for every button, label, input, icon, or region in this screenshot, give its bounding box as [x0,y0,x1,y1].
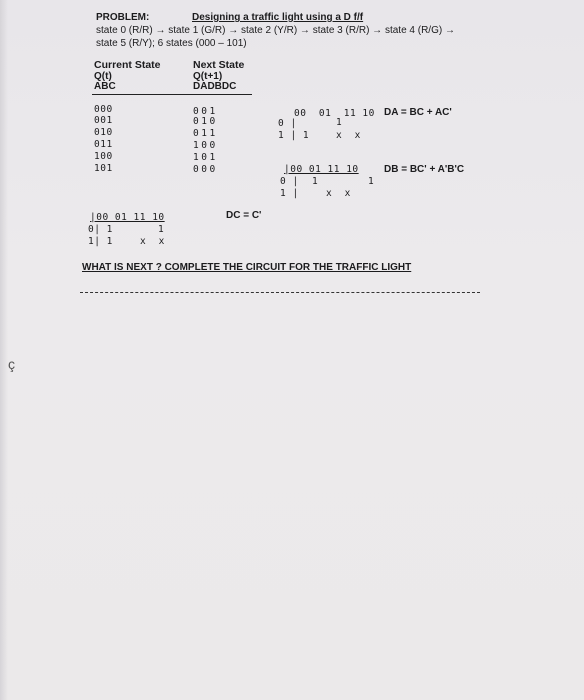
table-header-rule [92,94,252,95]
problem-title: Designing a traffic light using a D f/f [192,12,364,23]
current-abc-header: ABC [94,81,116,92]
kmap-c-row-0: 0| 1 [88,224,113,235]
next-step-question: WHAT IS NEXT ? COMPLETE THE CIRCUIT FOR THE TRAFFIC LIGHT [82,262,412,273]
next-state-row: 101 [193,152,218,163]
next-state-row: 000 [193,164,218,175]
equation-db: DB = BC' + A'B'C [384,164,465,175]
next-state-row: 001 [193,106,218,117]
kmap-b-columns: |00 01 11 10 [284,164,359,175]
next-state-row: 011 [193,128,218,139]
kmap-a-row-1: 1 | 1 [278,130,310,141]
current-state-row: 100 [94,151,113,162]
kmap-a-row-0-values: 1 [336,117,343,128]
equation-dc: DC = C' [226,210,262,221]
kmap-c-row-0-values: 1 [158,224,165,235]
page-edge-shadow [0,0,8,700]
kmap-b-row-1: 1 | [280,188,299,199]
current-state-header: Current State [94,59,161,71]
current-q-header: Q(t) [94,71,112,82]
next-state-row: 100 [193,140,218,151]
equation-da: DA = BC + AC' [384,107,452,118]
kmap-a-row-0: 0 | [278,118,297,129]
kmap-b-row-1-values: x x [326,188,351,199]
current-state-row: 000 [94,104,113,115]
next-q-header: Q(t+1) [193,71,223,82]
current-state-row: 001 [94,115,113,126]
problem-label: PROBLEM: [96,12,150,23]
problem-line-1: state 0 (R/R) → state 1 (G/R) → state 2 (Y/R) → state 3 (R/R) → state 4 (R/G) → [96,25,455,36]
kmap-c-row-1: 1| 1 [88,236,113,247]
current-state-row: 011 [94,139,113,150]
kmap-c-row-1-values: x x [140,236,165,247]
next-state-row: 010 [193,116,218,127]
kmap-a-columns: 00 01 11 10 [294,108,375,119]
kmap-c-columns: |00 01 11 10 [90,212,165,223]
kmap-a-row-1-values: x x [336,130,361,141]
answer-divider [80,292,480,293]
current-state-row: 010 [94,127,113,138]
kmap-b-row-0: 0 | [280,176,299,187]
problem-line-2: state 5 (R/Y); 6 states (000 – 101) [96,38,247,49]
next-d-header: DADBDC [193,81,237,92]
margin-mark: ç [8,356,15,372]
next-state-header: Next State [193,59,245,71]
current-state-row: 101 [94,163,113,174]
kmap-b-row-0-values: 1 1 [312,176,375,187]
